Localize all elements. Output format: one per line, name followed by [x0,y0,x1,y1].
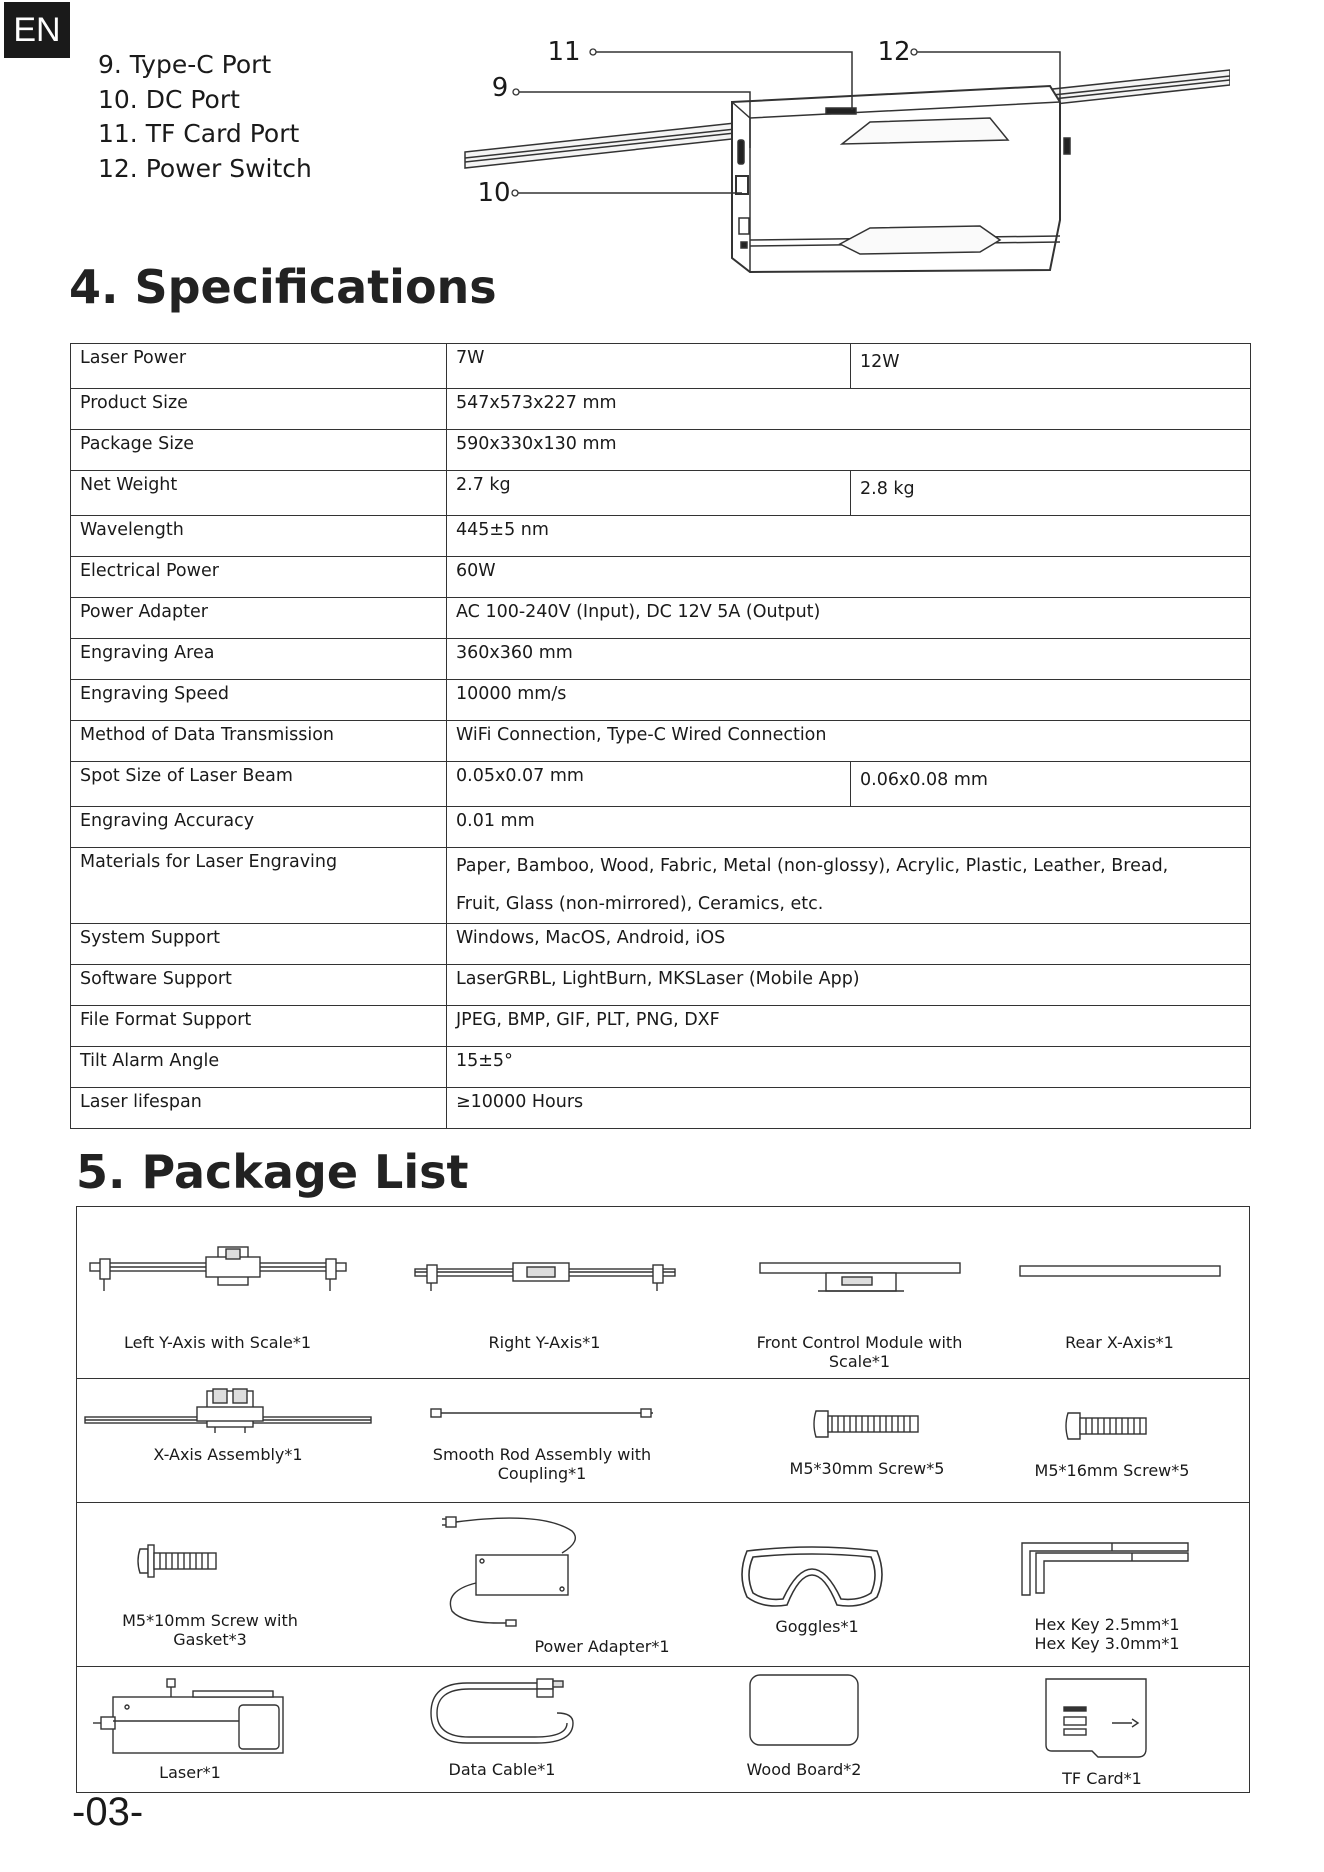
spec-label: File Format Support [71,1006,447,1047]
package-item-label: Hex Key 2.5mm*1 Hex Key 3.0mm*1 [1034,1615,1180,1653]
spec-row [71,1047,1251,1088]
x-axis-assembly-illustration [83,1387,373,1433]
front-control-module-illustration [758,1261,962,1295]
screw-16mm-illustration [1064,1409,1150,1443]
package-item-label: Right Y-Axis*1 [488,1333,601,1352]
package-item [987,1263,1252,1279]
port-legend-item: 9. Type-C Port [98,50,272,79]
spec-label: Method of Data Transmission [71,721,447,762]
package-item-label: Rear X-Axis*1 [1065,1333,1174,1352]
spec-label: Power Adapter [71,598,447,639]
package-item-label: M5*16mm Screw*5 [1034,1461,1190,1480]
callout-9: 9 [491,73,509,103]
left-y-axis-illustration [88,1245,348,1293]
page-number: -03- [72,1790,144,1834]
spec-row [71,430,1251,471]
package-item [727,1261,992,1295]
screw-30mm-illustration [812,1407,922,1441]
package-item-label: X-Axis Assembly*1 [153,1445,303,1464]
spec-label: Laser lifespan [71,1088,447,1129]
package-item [747,1673,861,1747]
spec-value: ≥10000 Hours [447,1088,1251,1129]
package-item [127,1543,227,1579]
wood-board-illustration [748,1673,860,1747]
package-item-label-wrap [412,1333,677,1352]
spec-label: Product Size [71,389,447,430]
package-item-label-wrap [83,1445,373,1464]
spec-value: 0.01 mm [447,807,1251,848]
spec-value: Windows, MacOS, Android, iOS [447,924,1251,965]
tf-card-illustration [1042,1677,1150,1759]
package-item [412,1259,677,1293]
spec-label: Electrical Power [71,557,447,598]
screw-10mm-gasket-illustration [134,1543,220,1579]
spec-value: JPEG, BMP, GIF, PLT, PNG, DXF [447,1006,1251,1047]
control-module-diagram [460,40,1230,280]
spec-value-alt: 12W [851,344,1251,389]
spec-value: 360x360 mm [447,639,1251,680]
spec-row [71,471,1251,516]
spec-row [71,680,1251,721]
spec-row [71,762,1251,807]
spec-value: 15±5° [447,1047,1251,1088]
spec-row [71,598,1251,639]
package-list-heading: 5. Package List [76,1145,469,1199]
spec-label: Engraving Accuracy [71,807,447,848]
package-item-label-wrap [477,1637,727,1656]
package-item-label-wrap [737,1459,997,1478]
spec-label: System Support [71,924,447,965]
package-row [77,1503,1249,1667]
package-item-label: Wood Board*2 [746,1760,862,1779]
data-cable-illustration [427,1673,577,1753]
spec-row [71,389,1251,430]
spec-label: Package Size [71,430,447,471]
spec-row [71,807,1251,848]
right-y-axis-illustration [413,1259,677,1293]
spec-value-line: Fruit, Glass (non-mirrored), Ceramics, etc. [456,893,824,914]
port-legend-item: 12. Power Switch [98,153,312,183]
package-item-label: Left Y-Axis with Scale*1 [123,1333,312,1352]
package-item-label: Data Cable*1 [448,1760,556,1779]
spec-label: Engraving Speed [71,680,447,721]
callout-11: 11 [547,40,581,67]
spec-row [71,721,1251,762]
package-list-grid [76,1206,1250,1793]
spec-value: WiFi Connection, Type-C Wired Connection [447,721,1251,762]
package-item-label: Laser*1 [159,1763,221,1782]
package-item [757,1407,977,1441]
spec-row [71,639,1251,680]
package-item-label-wrap [377,1760,627,1779]
package-item [737,1545,887,1611]
hex-key-illustration [1012,1541,1192,1597]
package-item [85,1245,350,1293]
callout-10: 10 [477,178,511,208]
spec-row [71,848,1251,924]
spec-label: Net Weight [71,471,447,516]
port-legend [98,48,312,186]
spec-value-multiline [447,848,1251,924]
spec-row [71,924,1251,965]
spec-label: Wavelength [71,516,447,557]
spec-value: 445±5 nm [447,516,1251,557]
language-badge: EN [4,2,70,58]
spec-value: 60W [447,557,1251,598]
port-legend-item: 11. TF Card Port [98,119,300,148]
spec-value: 0.05x0.07 mm [447,762,851,807]
package-item [83,1387,373,1433]
package-item-label: M5*10mm Screw with Gasket*3 [122,1611,298,1649]
spec-label: Tilt Alarm Angle [71,1047,447,1088]
spec-row [71,1088,1251,1129]
package-item-label-wrap [85,1611,335,1649]
package-item-label: Smooth Rod Assembly with Coupling*1 [432,1445,652,1483]
package-item [1027,1409,1187,1443]
package-item-label-wrap [982,1461,1242,1480]
package-row [77,1379,1249,1503]
package-item-label: Goggles*1 [775,1617,859,1636]
package-row [77,1667,1249,1792]
spec-row [71,557,1251,598]
spec-value: LaserGRBL, LightBurn, MKSLaser (Mobile App) [447,965,1251,1006]
package-item-label-wrap [987,1333,1252,1352]
package-item [432,1511,602,1629]
goggles-illustration [737,1545,887,1611]
package-item-label-wrap [85,1333,350,1352]
spec-value: AC 100-240V (Input), DC 12V 5A (Output) [447,598,1251,639]
package-item-label-wrap [115,1763,265,1782]
package-item-label-wrap [977,1769,1227,1788]
spec-value: 2.7 kg [447,471,851,516]
package-item-label-wrap [692,1617,942,1636]
spec-value: 590x330x130 mm [447,430,1251,471]
spec-value: 10000 mm/s [447,680,1251,721]
power-adapter-illustration [442,1511,592,1629]
package-item [417,1407,667,1419]
rear-x-axis-illustration [1018,1263,1222,1279]
spec-label: Materials for Laser Engraving [71,848,447,924]
spec-value: 7W [447,344,851,389]
spec-label: Engraving Area [71,639,447,680]
package-item [1012,1541,1192,1597]
package-item-label-wrap [727,1333,992,1371]
spec-row [71,1006,1251,1047]
package-item-label-wrap [417,1445,667,1483]
package-item-label-wrap [679,1760,929,1779]
spec-value: 547x573x227 mm [447,389,1251,430]
spec-row [71,965,1251,1006]
spec-label: Software Support [71,965,447,1006]
callout-12: 12 [877,40,911,67]
package-item [89,1677,289,1757]
port-legend-item: 10. DC Port [98,84,240,114]
package-item-label: Power Adapter*1 [534,1637,670,1656]
spec-label: Laser Power [71,344,447,389]
package-item-label-wrap [982,1615,1232,1653]
package-item-label: TF Card*1 [1062,1769,1142,1788]
package-row [77,1207,1249,1379]
package-item-label: Front Control Module with Scale*1 [756,1333,963,1371]
package-item [427,1673,577,1753]
spec-row [71,516,1251,557]
smooth-rod-illustration [427,1407,657,1419]
spec-value-alt: 2.8 kg [851,471,1251,516]
package-item-label: M5*30mm Screw*5 [789,1459,945,1478]
spec-value-alt: 0.06x0.08 mm [851,762,1251,807]
specifications-table [70,343,1251,1129]
laser-module-illustration [89,1677,289,1757]
spec-label: Spot Size of Laser Beam [71,762,447,807]
specifications-heading: 4. Specifications [69,260,497,314]
spec-row [71,344,1251,389]
spec-value-line: Paper, Bamboo, Wood, Fabric, Metal (non-glossy), Acrylic, Plastic, Leather, Bread, [456,856,1169,876]
package-item [1041,1677,1151,1759]
